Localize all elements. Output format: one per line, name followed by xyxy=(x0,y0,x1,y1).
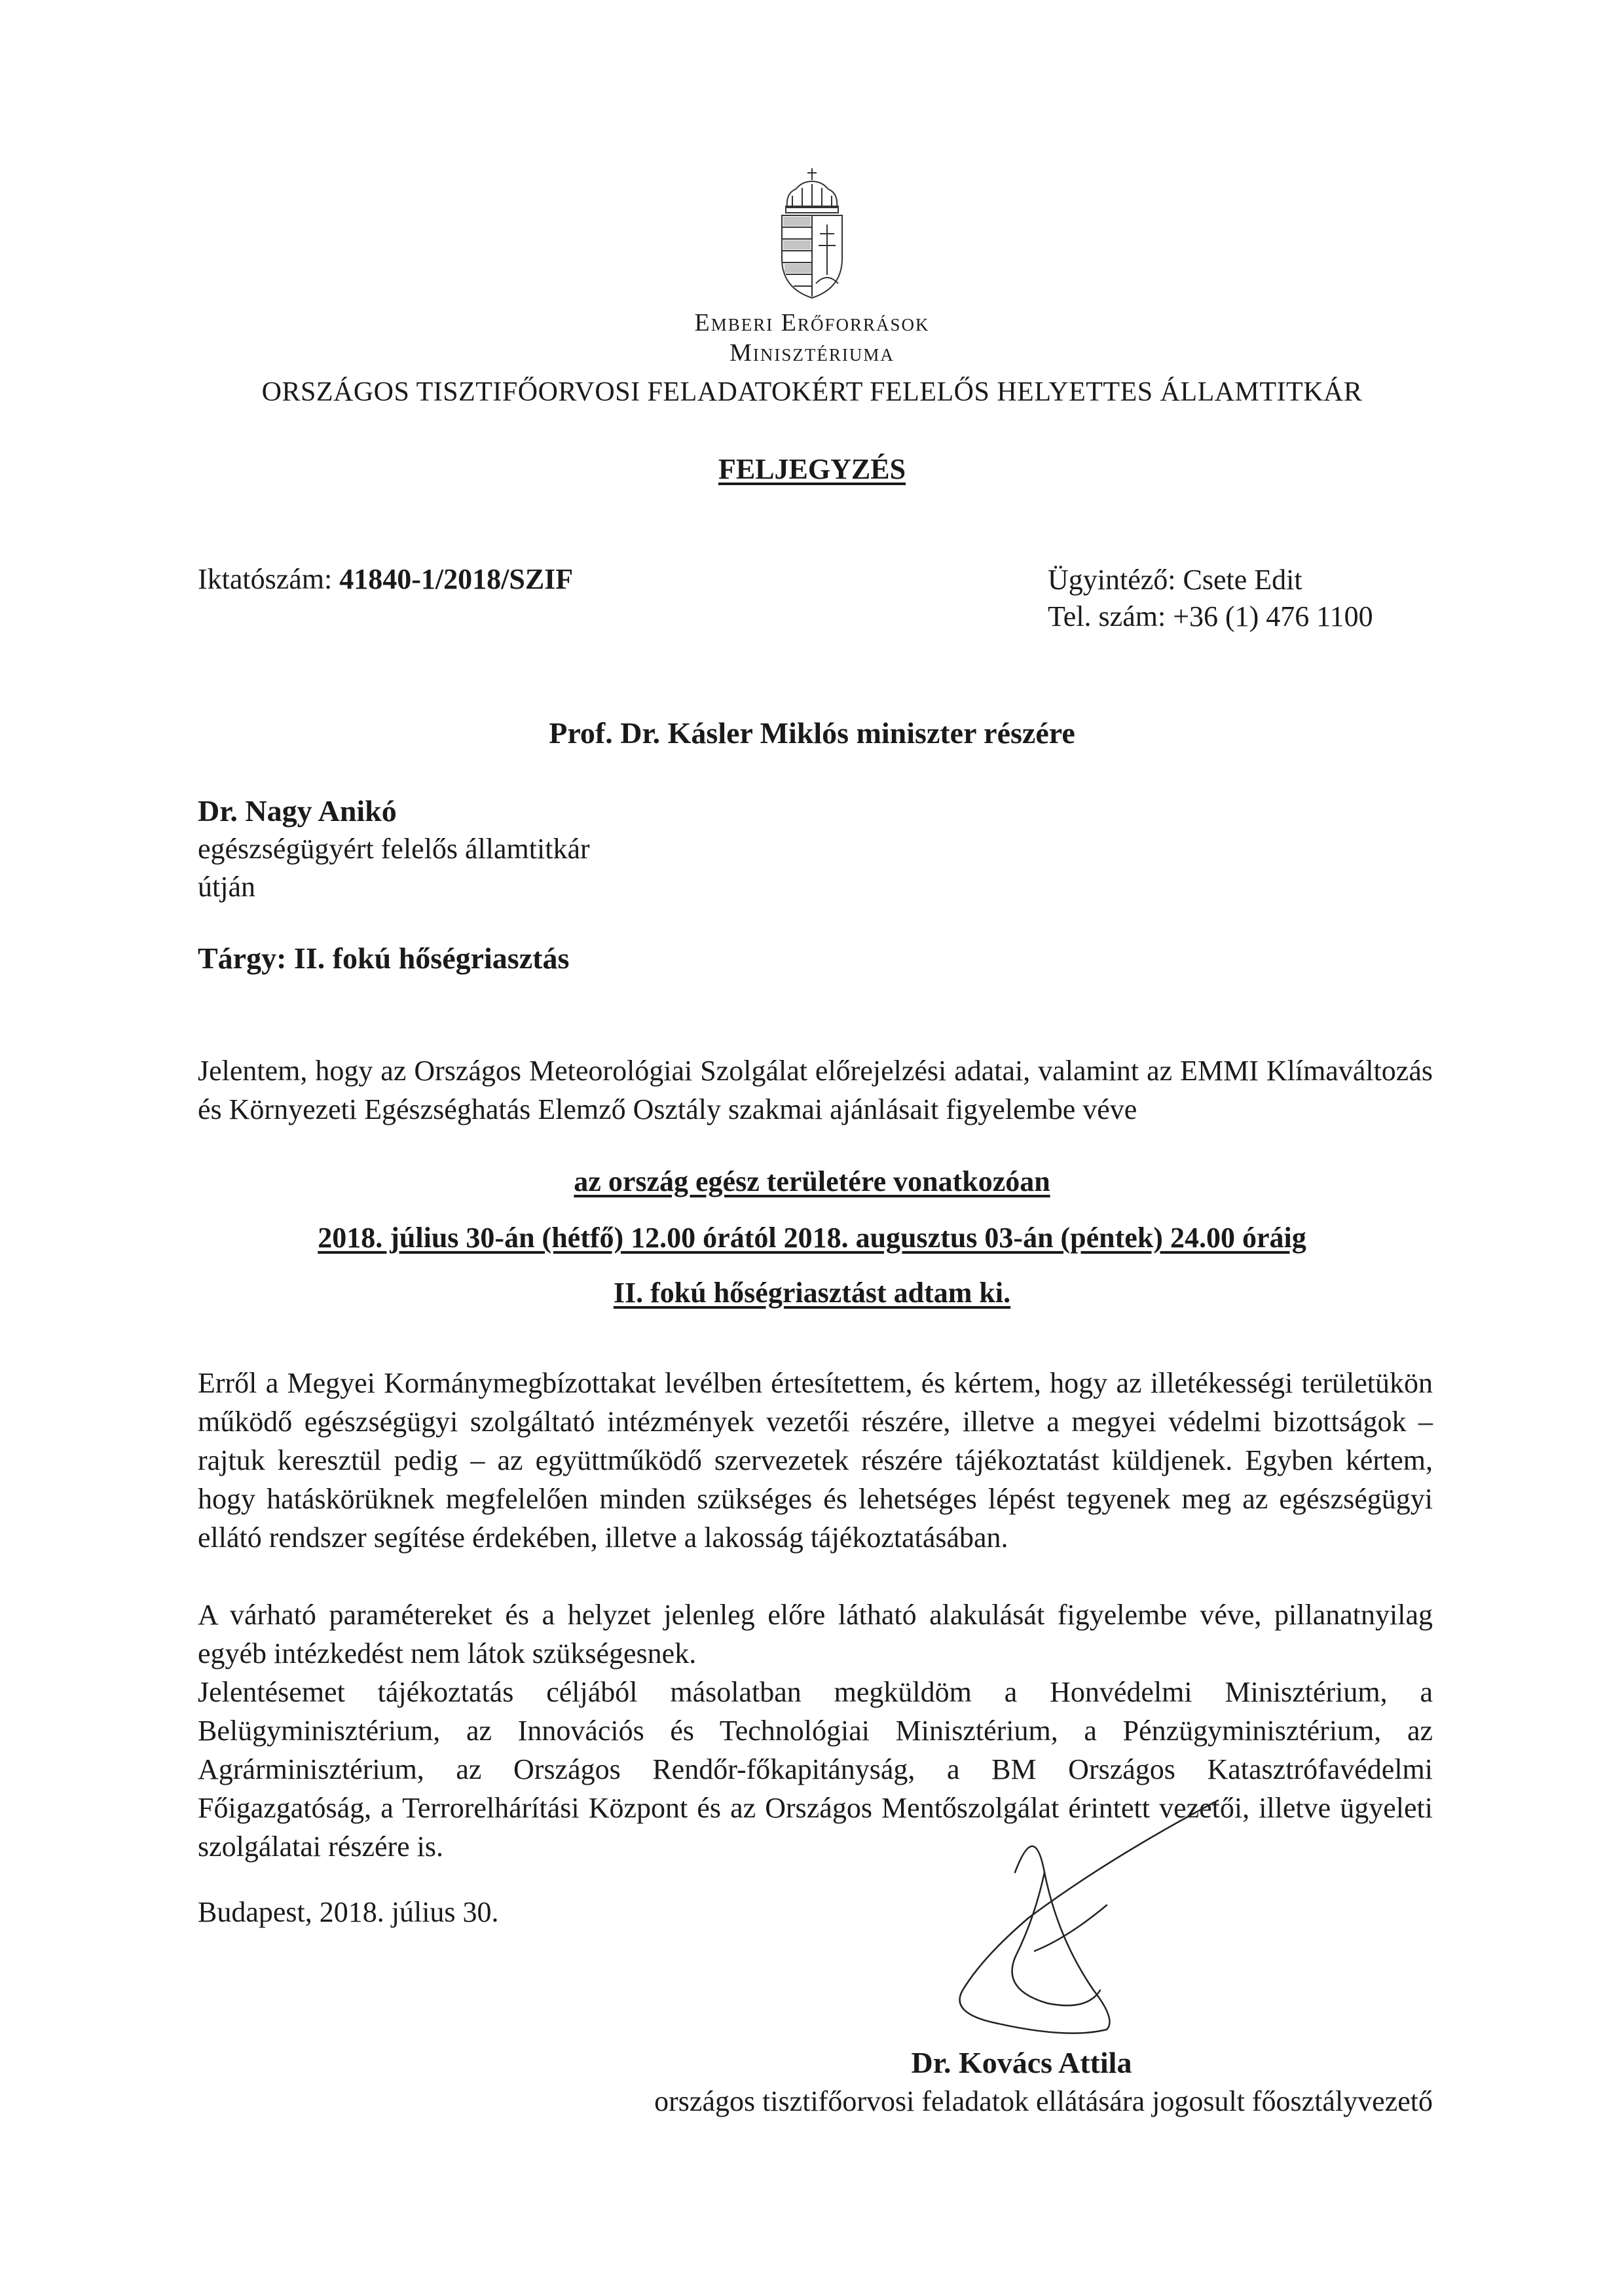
recipient: Prof. Dr. Kásler Miklós miniszter részére xyxy=(549,716,1075,750)
via-block xyxy=(198,792,590,906)
period-line: 2018. július 30-án (hétfő) 12.00 órától 2018. augusztus 03-án (péntek) 24.00 óráig xyxy=(318,1222,1306,1254)
place-and-date: Budapest, 2018. július 30. xyxy=(198,1896,499,1928)
reference-label: Iktatószám: xyxy=(198,563,333,595)
document-title: FELJEGYZÉS xyxy=(718,453,906,485)
scope-line: az ország egész területére vonatkozóan xyxy=(574,1165,1050,1197)
handler-phone: Tel. szám: +36 (1) 476 1100 xyxy=(1048,600,1373,632)
via-name: Dr. Nagy Anikó xyxy=(198,794,397,828)
paragraph-2: A várható paramétereket és a helyzet jelenleg előre látható alakulását figyelembe véve, pillanatnyilag egyéb intézkedést nem látok szükségesnek. xyxy=(198,1599,1433,1669)
ministry-name-line1: Emberi Erőforrások xyxy=(694,309,930,337)
paragraph-1: Erről a Megyei Kormánymegbízottakat levélben értesítettem, és kértem, hogy az illetékességi területükön működő egészségügyi szolgáltató intézmények vezetői részére, illetve a megyei védelmi bizottságok – rajtuk keresztül pedig – az együttműködő szervezetek részére tájékoztatást küldjenek. Egyben kértem, hogy hatáskörüknek megfelelően minden szükséges és lehetséges lépést tegyenek meg az egészségügyi ellátó rendszer segítése érdekében, illetve a lakosság tájékoztatásában. xyxy=(198,1367,1433,1554)
handler-block xyxy=(1048,562,1373,635)
via-title: egészségügyért felelős államtitkár xyxy=(198,833,590,865)
subject: Tárgy: II. fokú hőségriasztás xyxy=(198,941,570,975)
intro-paragraph: Jelentem, hogy az Országos Meteorológiai Szolgálat előrejelzési adatai, valamint az EMMI Klímaváltozás és Környezeti Egészséghatás Elemző Osztály szakmai ajánlásait figyelembe véve xyxy=(198,1055,1433,1125)
via-word: útján xyxy=(198,871,255,903)
reference xyxy=(198,562,573,597)
hungarian-coat-of-arms-icon xyxy=(773,167,851,301)
reference-number: 41840-1/2018/SZIF xyxy=(339,563,574,595)
paragraph-3: Jelentésemet tájékoztatás céljából másolatban megküldöm a Honvédelmi Minisztérium, a Belügyminisztérium, az Innovációs és Technológiai Minisztérium, a Pénzügyminisztérium, az Agrárminisztérium, az Országos Rendőr-főkapitányság, a BM Országos Katasztrófavédelmi Főigazgatóság, a Terrorelhárítási Központ és az Országos Mentőszolgálat érintett vezetői, illetve ügyeleti szolgálatai részére is. xyxy=(198,1676,1433,1863)
handwritten-signature-icon xyxy=(936,1794,1264,2069)
handler-name: Ügyintéző: Csete Edit xyxy=(1048,564,1302,596)
signer-name: Dr. Kovács Attila xyxy=(911,2046,1132,2079)
signer-title: országos tisztifőorvosi feladatok ellátására jogosult főosztályvezető xyxy=(654,2085,1433,2117)
ministry-name-line2: Minisztériuma xyxy=(729,339,895,367)
declaration-line: II. fokú hőségriasztást adtam ki. xyxy=(613,1277,1011,1309)
deputy-state-secretary: ORSZÁGOS TISZTIFŐORVOSI FELADATOKÉRT FELELŐS HELYETTES ÁLLAMTITKÁR xyxy=(261,377,1363,407)
